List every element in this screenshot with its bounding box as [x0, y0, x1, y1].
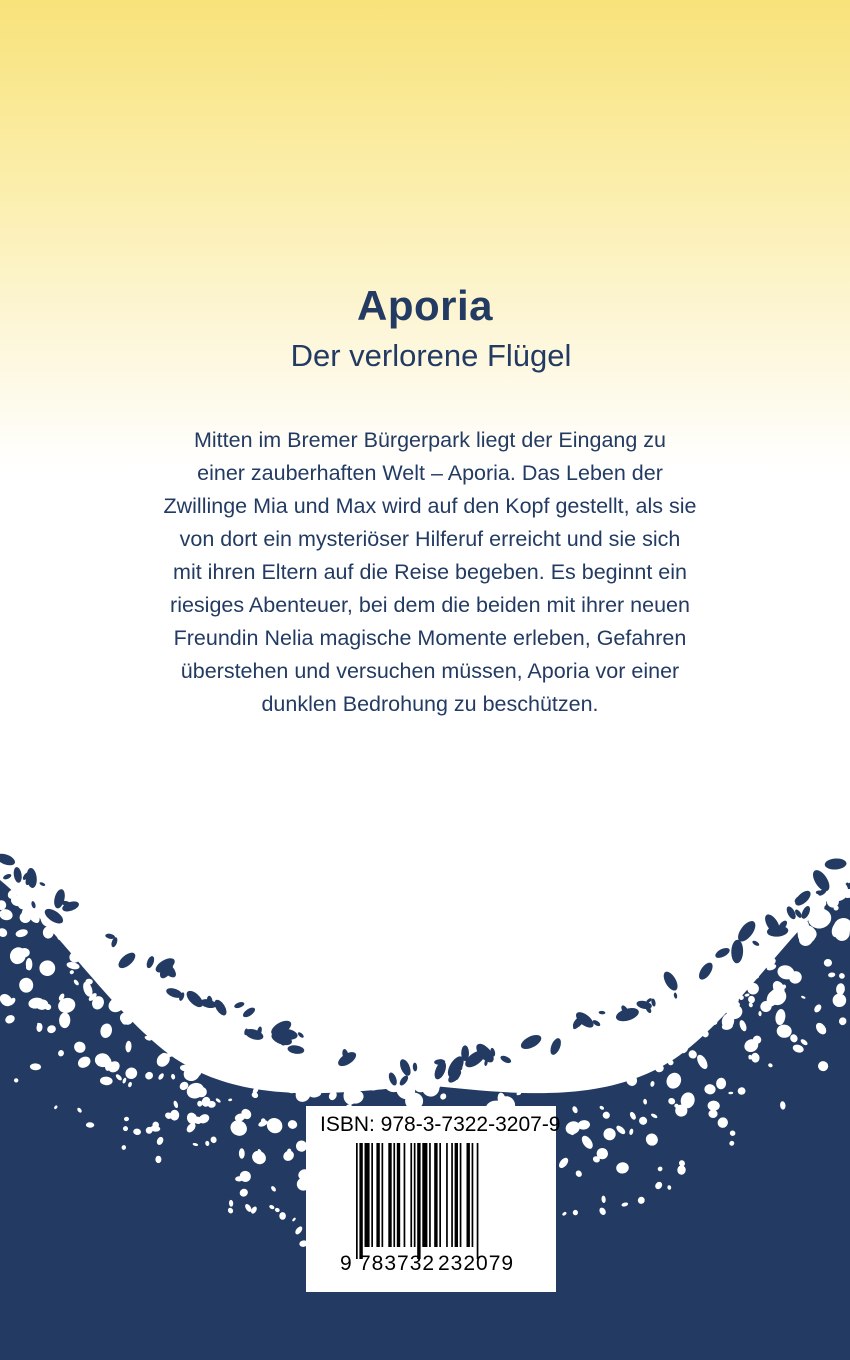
barcode-bar	[434, 1143, 437, 1247]
barcode-bar	[356, 1143, 358, 1259]
lace-leaf	[0, 851, 17, 867]
blurb-line: einer zauberhaften Welt – Aporia. Das Leben der	[197, 461, 663, 485]
lace-leaf	[412, 1062, 417, 1071]
barcode-bar	[410, 1143, 412, 1247]
barcode-bar	[388, 1143, 391, 1247]
lace-speck	[208, 1065, 213, 1071]
lace-speck	[122, 990, 129, 996]
barcode-bar	[404, 1143, 406, 1247]
barcode-bar	[451, 1143, 453, 1247]
barcode-bar	[467, 1143, 470, 1247]
barcode-bar	[371, 1143, 373, 1247]
lace-leaf	[752, 940, 760, 947]
lace-leaf	[731, 940, 744, 964]
book-subtitle: Der verlorene Flügel	[290, 338, 572, 373]
lace-speck	[675, 1012, 680, 1019]
blurb-line: riesiges Abenteuer, bei dem die beiden mit ihrer neuen	[170, 593, 690, 617]
book-title: Aporia	[356, 282, 493, 329]
barcode-label	[306, 1106, 561, 1292]
lace-speck	[233, 1053, 241, 1061]
lace-speck	[741, 961, 745, 965]
lace-leaf	[2, 873, 12, 880]
book-blurb	[135, 424, 725, 721]
lace-speck	[655, 1008, 663, 1017]
lace-speck	[473, 1069, 489, 1088]
lace-leaf	[793, 888, 813, 908]
lace-speck	[230, 1067, 239, 1079]
barcode-first-digit: 9	[340, 1252, 352, 1275]
lace-speck	[223, 1047, 230, 1054]
barcode-bar	[422, 1143, 427, 1247]
lace-speck	[190, 1042, 201, 1053]
barcode-bar	[359, 1143, 362, 1259]
blurb-line: Mitten im Bremer Bürgerpark liegt der Eingang zu	[193, 428, 666, 452]
lace-leaf	[297, 1031, 305, 1038]
barcode-bar	[414, 1143, 416, 1247]
lace-leaf	[13, 866, 23, 883]
lace-leaf	[39, 881, 46, 886]
lace-speck	[690, 1050, 695, 1055]
blurb-line: mit ihren Eltern auf die Reise begeben. Es beginnt ein	[173, 560, 687, 584]
lace-speck	[279, 1212, 286, 1220]
barcode-bar	[365, 1143, 370, 1247]
barcode-bars	[356, 1143, 520, 1259]
barcode-bar	[417, 1143, 420, 1259]
blurb-line: Zwillinge Mia und Max wird auf den Kopf gestellt, als sie	[163, 494, 697, 518]
barcode-bar	[439, 1143, 441, 1247]
lace-leaf	[233, 1001, 245, 1010]
lace-leaf	[499, 1054, 512, 1064]
lace-leaf	[241, 1006, 256, 1019]
lace-speck	[644, 1056, 657, 1066]
lace-leaf	[714, 946, 731, 960]
barcode-bar	[446, 1143, 448, 1247]
lace-speck	[196, 1031, 200, 1038]
lace-leaf	[519, 1032, 544, 1052]
lace-speck	[155, 1156, 161, 1163]
lace-leaf	[598, 1011, 605, 1015]
blurb-line: von dort ein mysteriöser Hilferuf erreicht und sie sich	[179, 527, 681, 551]
lace-leaf	[26, 868, 38, 889]
lace-speck	[266, 1077, 272, 1081]
barcode-bar	[429, 1143, 431, 1247]
blurb-line: Freundin Nelia magische Momente erleben, Gefahren	[173, 626, 687, 650]
lace-leaf	[824, 858, 847, 870]
barcode-bar	[477, 1143, 479, 1259]
barcode-bar	[397, 1143, 400, 1247]
lace-leaf	[398, 1058, 413, 1078]
barcode-right-group: 232079	[438, 1252, 515, 1275]
lace-speck	[269, 1058, 277, 1070]
lace-leaf	[145, 955, 155, 969]
barcode-left-group: 783732	[359, 1252, 436, 1275]
blurb-line: überstehen und versuchen müssen, Aporia vor einer	[180, 659, 680, 683]
barcode-bar	[460, 1143, 462, 1247]
barcode-bar	[455, 1143, 458, 1247]
lace-leaf	[661, 969, 681, 992]
lace-speck	[734, 970, 746, 983]
barcode-bar	[382, 1143, 384, 1247]
barcode-bar	[376, 1143, 379, 1247]
lace-speck	[669, 1021, 682, 1033]
barcode-bar	[472, 1143, 474, 1247]
barcode-bar	[393, 1143, 395, 1247]
blurb-line: dunklen Bedrohung zu beschützen.	[261, 692, 599, 716]
isbn-text: ISBN: 978-3-7322-3207-9	[320, 1113, 561, 1136]
